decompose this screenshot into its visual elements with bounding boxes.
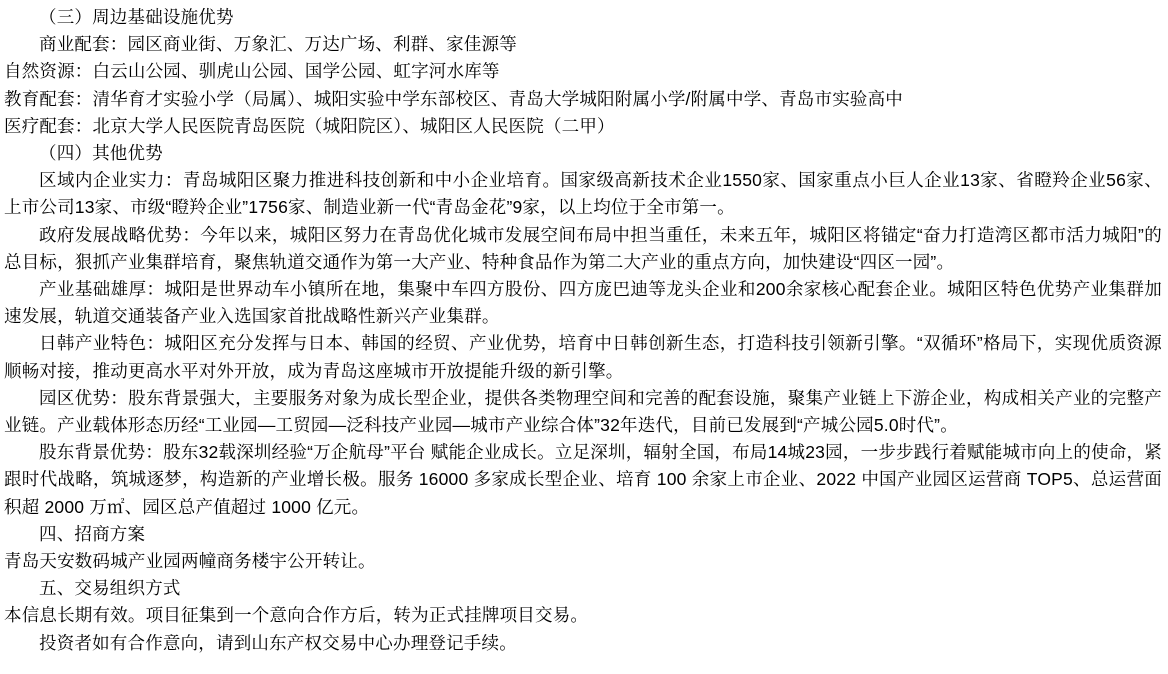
paragraph-japan-korea-industry: 日韩产业特色：城阳区充分发挥与日本、韩国的经贸、产业优势，培育中日韩创新生态，打造科技引领新引擎。“双循环”格局下，实现优质资源顺畅对接，推动更高水平对外开放，成为青岛这座城市开放提能升级的新引擎。 [4, 333, 1162, 381]
paragraph-heading-4: （四）其他优势 [39, 143, 163, 164]
paragraph-government-strategy: 政府发展战略优势：今年以来，城阳区努力在青岛优化城市发展空间布局中担当重任，未来五年，城阳区将锚定“奋力打造湾区都市活力城阳”的总目标，狠抓产业集群培育，聚焦轨道交通作为第一大产业、特种食品作为第二大产业的重点方向，加快建设“四区一园”。 [4, 224, 1162, 272]
paragraph-park-advantage: 园区优势：股东背景强大，主要服务对象为成长型企业，提供各类物理空间和完善的配套设施，聚集产业链上下游企业，构成相关产业的完整产业链。产业载体形态历经“工业园—工贸园—泛科技产业园—城市产业综合体”32年迭代，目前已发展到“产城公园5.0时代”。 [4, 387, 1162, 436]
paragraph-transfer-notice: 青岛天安数码城产业园两幢商务楼宇公开转让。 [4, 551, 376, 572]
paragraph-validity-notice: 本信息长期有效。项目征集到一个意向合作方后，转为正式挂牌项目交易。 [4, 605, 589, 626]
paragraph-industry-foundation: 产业基础雄厚：城阳是世界动车小镇所在地，集聚中车四方股份、四方庞巴迪等龙头企业和200余家核心配套企业。城阳区特色优势产业集群加速发展，轨道交通装备产业入选国家首批战略性新兴产业集群。 [4, 279, 1162, 327]
paragraph-natural-resources: 自然资源：白云山公园、驯虎山公园、国学公园、虹字河水库等 [4, 61, 500, 82]
paragraph-heading-3: （三）周边基础设施优势 [39, 7, 234, 27]
paragraph-enterprise-strength: 区域内企业实力：青岛城阳区聚力推进科技创新和中小企业培育。国家级高新技术企业1550家、国家重点小巨人企业13家、省瞪羚企业56家、上市公司13家、市级“瞪羚企业”1756家、制造业新一代“青岛金花”9家，以上均位于全市第一。 [4, 170, 1162, 218]
paragraph-medical-support: 医疗配套：北京大学人民医院青岛医院（城阳院区）、城阳区人民医院（二甲） [4, 115, 615, 136]
paragraph-commercial-support: 商业配套：园区商业街、万象汇、万达广场、利群、家佳源等 [39, 34, 517, 55]
paragraph-education-support: 教育配套：清华育才实验小学（局属）、城阳实验中学东部校区、青岛大学城阳附属小学/附属中学、青岛市实验高中 [4, 88, 904, 109]
paragraph-heading-section-4: 四、招商方案 [39, 523, 146, 544]
paragraph-investor-notice: 投资者如有合作意向，请到山东产权交易中心办理登记手续。 [39, 632, 517, 653]
paragraph-heading-section-5: 五、交易组织方式 [39, 578, 181, 599]
paragraph-shareholder-background: 股东背景优势：股东32载深圳经验“万企航母”平台 赋能企业成长。立足深圳，辐射全国，布局14城23园，一步步践行着赋能城市向上的使命，紧跟时代战略，筑城逐梦，构造新的产业增长极。服务 16000 多家成长型企业、培育 100 余家上市企业、2022 中国产业园区运营商 TOP5、总运营面积超 2000 万㎡、园区总产值超过 1000 亿元。 [4, 442, 1162, 517]
document-body [4, 4, 1162, 657]
